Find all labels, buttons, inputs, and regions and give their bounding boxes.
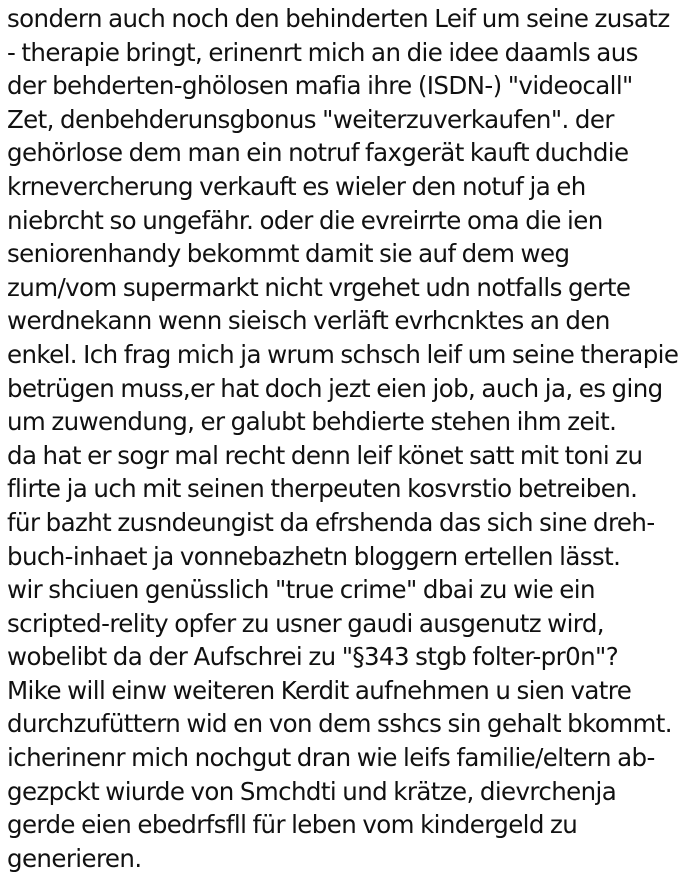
- text-line: - therapie bringt, erinenrt mich an die idee daamls aus: [7, 37, 638, 67]
- text-line: Mike will einw weiteren Kerdit aufnehmen u sien vatre: [7, 675, 632, 705]
- text-line: gezpckt wiurde von Smchdti und krätze, dievrchenja: [7, 776, 617, 806]
- text-line: seniorenhandy bekommt damit sie auf dem weg: [7, 239, 570, 269]
- text-line: Zet, denbehderunsgbonus "weiterzuverkaufen". der: [7, 104, 614, 134]
- text-line: der behderten-ghölosen mafia ihre (ISDN-) "videocall": [7, 71, 633, 101]
- text-line: da hat er sogr mal recht denn leif könet satt mit toni zu: [7, 440, 643, 470]
- text-line: betrügen muss,er hat doch jezt eien job, auch ja, es ging: [7, 373, 663, 403]
- text-line: krnevercherung verkauft es wieler den notuf ja eh: [7, 171, 586, 201]
- text-line: für bazht zusndeungist da efrshenda das sich sine dreh-: [7, 507, 655, 537]
- text-line: scripted-relity opfer zu usner gaudi ausgenutz wird,: [7, 608, 604, 638]
- text-line: niebrcht so ungefähr. oder die evreirrte oma die ien: [7, 205, 603, 235]
- text-line: wir shciuen genüsslich "true crime" dbai zu wie ein: [7, 575, 595, 605]
- text-line: gehörlose dem man ein notruf faxgerät kauft duchdie: [7, 138, 629, 168]
- text-line: sondern auch noch den behinderten Leif um seine zusatz: [7, 4, 670, 33]
- text-line: werdnekann wenn sieisch verläft evrhcnktes an den: [7, 306, 610, 336]
- text-line: um zuwendung, er galubt behdierte stehen ihm zeit.: [7, 407, 617, 437]
- text-line: enkel. Ich frag mich ja wrum schsch leif um seine therapie: [7, 339, 679, 369]
- text-line: icherinenr mich nochgut dran wie leifs familie/eltern ab-: [7, 743, 655, 773]
- text-line: buch-inhaet ja vonnebazhetn bloggern ertellen lässt.: [7, 541, 621, 571]
- text-line: zum/vom supermarkt nicht vrgehet udn notfalls gerte: [7, 272, 631, 302]
- text-line: gerde eien ebedrfsfll für leben vom kindergeld zu: [7, 810, 578, 840]
- text-line: wobelibt da der Aufschrei zu "§343 stgb folter-pr0n"?: [7, 642, 619, 672]
- text-line: generieren.: [7, 843, 142, 873]
- text-body: [7, 2, 684, 875]
- text-line: flirte ja uch mit seinen therpeuten kosvrstio betreiben.: [7, 474, 638, 504]
- text-line: durchzufüttern wid en von dem sshcs sin gehalt bkommt.: [7, 709, 672, 739]
